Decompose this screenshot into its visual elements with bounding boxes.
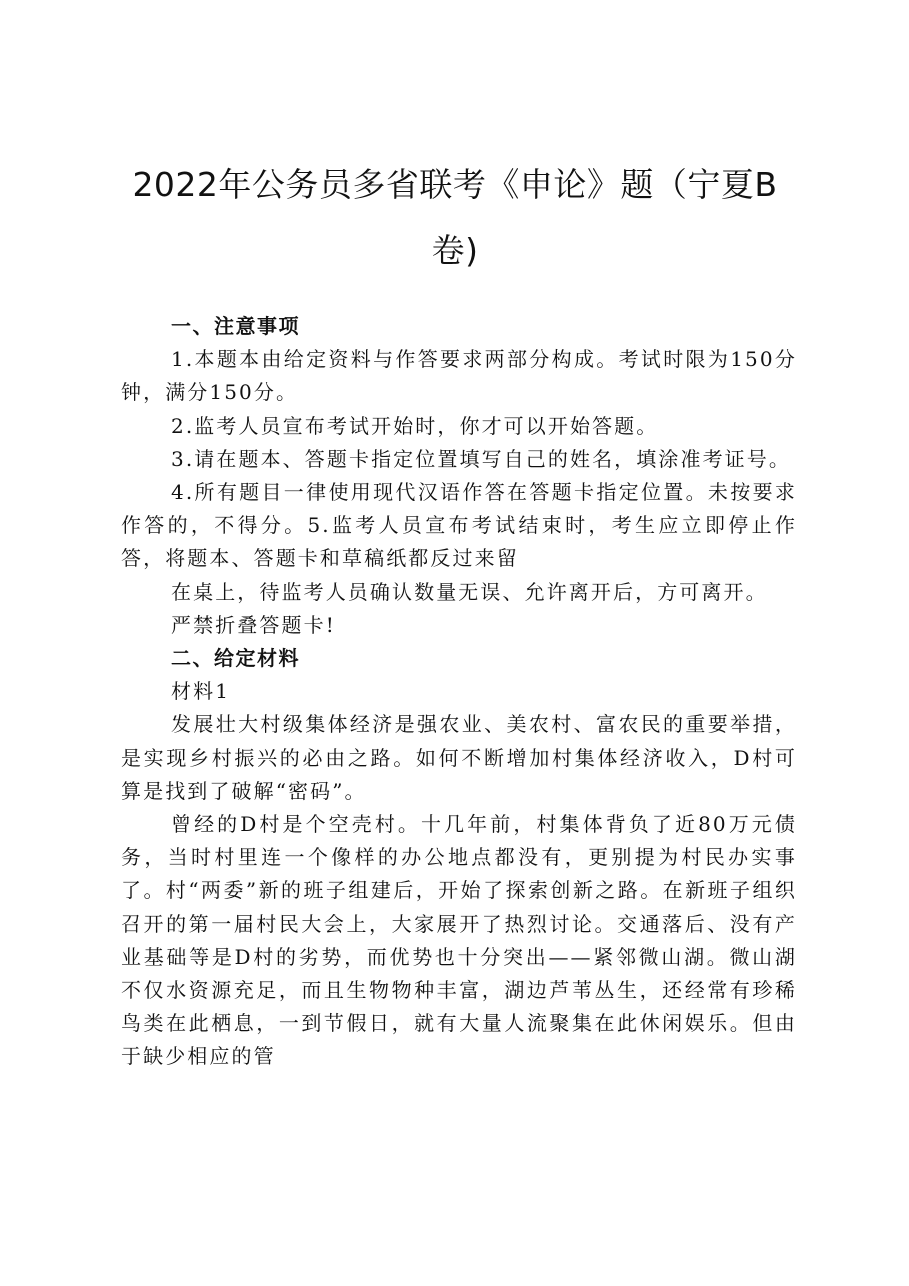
paragraph: 材料1 bbox=[171, 679, 231, 704]
paragraph: 1.本题本由给定资料与作答要求两部分构成。考试时限为150分钟，满分150分。 bbox=[121, 347, 797, 405]
document-title: 2022年公务员多省联考《申论》题（宁夏B卷) bbox=[132, 165, 778, 270]
paragraph: 3.请在题本、答题卡指定位置填写自己的姓名，填涂准考证号。 bbox=[171, 446, 791, 471]
paragraph: 2.监考人员宣布考试开始时，你才可以开始答题。 bbox=[171, 413, 659, 438]
section-heading: 一、注意事项 bbox=[171, 314, 300, 338]
paragraph: 4.所有题目一律使用现代汉语作答在答题卡指定位置。未按要求作答的，不得分。5.监考人员宣布考试结束时，考生应立即停止作答，将题本、答题卡和草稿纸都反过来留 bbox=[121, 480, 797, 571]
section-heading: 二、给定材料 bbox=[171, 646, 300, 671]
paragraph: 严禁折叠答题卡! bbox=[171, 612, 336, 637]
paragraph: 发展壮大村级集体经济是强农业、美农村、富农民的重要举措，是实现乡村振兴的必由之路。如何不断增加村集体经济收入，D村可算是找到了破解“密码”。 bbox=[121, 712, 797, 803]
paragraph: 在桌上，待监考人员确认数量无误、允许离开后，方可离开。 bbox=[171, 579, 768, 604]
document-body bbox=[121, 310, 797, 1074]
paragraph: 曾经的D村是个空壳村。十几年前，村集体背负了近80万元债务，当时村里连一个像样的办公地点都没有，更别提为村民办实事了。村“两委”新的班子组建后，开始了探索创新之路。在新班子组织召开的第一届村民大会上，大家展开了热烈讨论。交通落后、没有产业基础等是D村的劣势，而优势也十分突出——紧邻微山湖。微山湖不仅水资源充足，而且生物物种丰富，湖边芦苇丛生，还经常有珍稀鸟类在此栖息，一到节假日，就有大量人流聚集在此休闲娱乐。但由于缺少相应的管 bbox=[121, 812, 797, 1069]
